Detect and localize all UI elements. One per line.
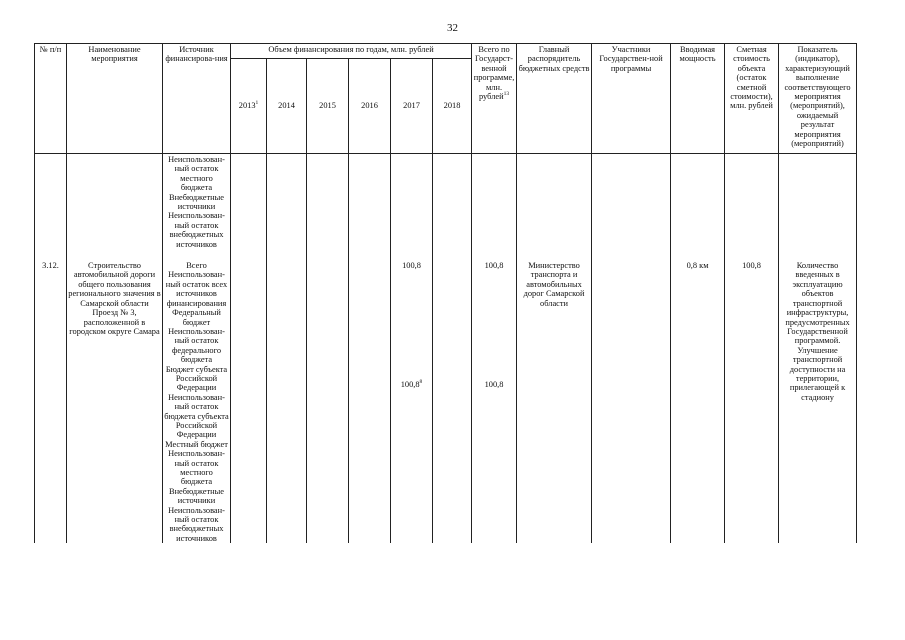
header-year-2016: 2016 <box>349 59 391 154</box>
row-participants <box>592 255 671 543</box>
source-item-total: Всего <box>186 261 207 271</box>
header-source: Источник финансирова-ния <box>163 44 231 154</box>
table-row-continued <box>35 154 857 256</box>
header-name: Наименование мероприятия <box>67 44 163 154</box>
value-total-all: 100,8 <box>484 261 504 271</box>
row-estimate: 100,8 <box>725 255 779 543</box>
source-item: Неиспользован-ный остаток местного бюджета <box>168 449 225 487</box>
row-2017-cell <box>391 255 433 543</box>
row-sources <box>163 255 231 543</box>
header-year-2013-label: 2013 <box>238 101 256 111</box>
header-year-2015: 2015 <box>307 59 349 154</box>
header-capacity: Вводимая мощность <box>671 44 725 154</box>
row-indicator: Количество введенных в эксплуатацию объектов транспортной инфраструктуры, предусмотренных Государственной программой. Улучшение транспортной доступности на территории, прилегающей к стадиону <box>779 255 857 543</box>
source-item: Неиспользован-ный остаток внебюджетных источников <box>168 505 225 543</box>
continued-source-item: Неиспользован-ный остаток внебюджетных источников <box>168 211 225 249</box>
value-total-regional: 100,8 <box>484 380 504 390</box>
row-name: Строительство автомобильной дороги общего пользования регионального значения в Самарской области Проезд № 3, расположенной в городском округе Самара <box>67 255 163 543</box>
page-number: 32 <box>447 22 458 34</box>
value-2017-regional-footnote: 8 <box>419 379 423 386</box>
header-manager: Главный распорядитель бюджетных средств <box>517 44 592 154</box>
funding-table <box>34 43 857 543</box>
header-year-2013-footnote: 1 <box>255 100 259 107</box>
table-row-3-12 <box>35 255 857 543</box>
header-estimate: Сметная стоимость объекта (остаток сметной стоимости), млн. рублей <box>725 44 779 154</box>
continued-source-cell <box>163 154 231 256</box>
header-total <box>472 44 517 154</box>
continued-source-item: Неиспользован-ный остаток местного бюджета <box>168 155 225 193</box>
header-year-2013 <box>231 59 267 154</box>
source-item: Местный бюджет <box>165 439 228 449</box>
row-number: 3.12. <box>35 255 67 543</box>
row-total-cell <box>472 255 517 543</box>
source-item: Неиспользован-ный остаток федерального бюджета <box>168 326 225 365</box>
header-year-2017: 2017 <box>391 59 433 154</box>
header-year-2014: 2014 <box>267 59 307 154</box>
header-participants: Участники Государствен-ной программы <box>592 44 671 154</box>
value-2017-regional-number: 100,8 <box>400 380 420 390</box>
header-year-2018: 2018 <box>433 59 472 154</box>
value-2017-regional <box>392 380 431 389</box>
continued-source-item: Внебюджетные источники <box>168 192 225 212</box>
header-row-1 <box>35 44 857 59</box>
row-manager: Министерство транспорта и автомобильных дорог Самарской области <box>517 255 592 543</box>
source-item: Неиспользован-ный остаток бюджета субъекта Российской Федерации <box>164 392 229 440</box>
header-funding-group: Объем финансирования по годам, млн. рублей <box>231 44 472 59</box>
source-item-regional: Бюджет субъекта Российской Федерации <box>165 364 228 393</box>
source-item: Неиспользован-ный остаток всех источников финансирования <box>165 270 228 308</box>
header-no: № п/п <box>35 44 67 154</box>
header-indicator: Показатель (индикатор), характеризующий выполнение соответствующего мероприятия (мероприятий), ожидаемый результат мероприятия (мероприятий) <box>779 44 857 154</box>
value-2017-total: 100,8 <box>402 261 421 271</box>
header-total-footnote: 13 <box>503 91 510 98</box>
row-capacity: 0,8 км <box>671 255 725 543</box>
source-item: Федеральный бюджет <box>172 308 221 327</box>
source-item: Внебюджетные источники <box>168 486 225 506</box>
header-total-label: Всего по Государст-венной программе, млн. рублей <box>473 45 515 102</box>
